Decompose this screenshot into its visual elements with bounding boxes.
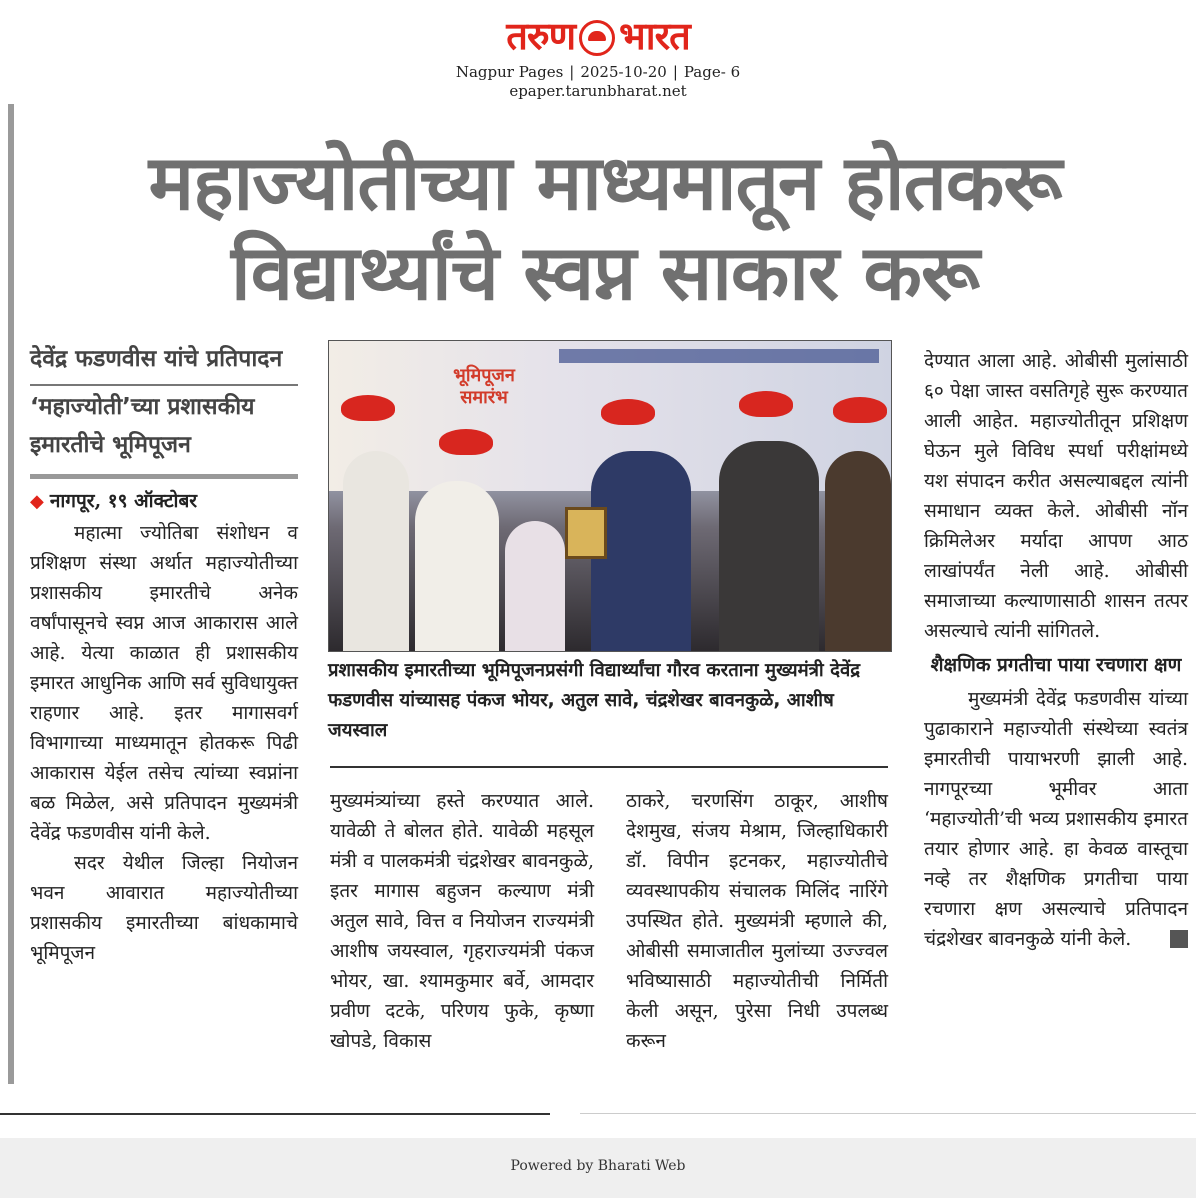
person-figure	[505, 521, 565, 651]
divider	[30, 474, 298, 479]
subheading-2: ‘महाज्योती’च्या प्रशासकीय इमारतीचे भूमिपूजन	[30, 394, 255, 458]
headline-line-2: विद्यार्थ्यांचे स्वप्न साकार करू	[231, 228, 979, 317]
subheading-1: देवेंद्र फडणवीस यांचे प्रतिपादन	[30, 346, 283, 372]
body-paragraph: देण्यात आला आहे. ओबीसी मुलांसाठी ६० पेक्षा जास्त वसतिगृहे सुरू करण्यात आली आहेत. महाज्योतीतून प्रशिक्षण घेऊन मुले विविध स्पर्धा परीक्षांमध्ये यश संपादन करीत असल्याबद्दल त्यांनी समाधान व्यक्त केले. ओबीसी नॉन क्रिमिलेअर मर्यादा आपण आठ लाखांपर्यंत नेली आहे. ओबीसी समाजाच्या कल्याणासाठी शासन तत्पर असल्याचे त्यांनी सांगितले.	[924, 350, 1188, 642]
logo-text-part-2: भारत	[619, 14, 690, 58]
backdrop-title: भूमिपूजन समारंभ	[453, 365, 515, 408]
photo-caption: प्रशासकीय इमारतीच्या भूमिपूजनप्रसंगी विद्यार्थ्यांचा गौरव करताना मुख्यमंत्री देवेंद्र फडणवीस यांच्यासह पंकज भोयर, अतुल सावे, चंद्रशेखर बावनकुळे, आशीष जयस्वाल	[328, 660, 861, 741]
body-paragraph: सदर येथील जिल्हा नियोजन भवन आवारात महाज्योतीच्या प्रशासकीय इमारतीच्या बांधकामाचे भूमिपूजन	[30, 852, 298, 964]
end-mark-icon	[1170, 930, 1188, 948]
turban-icon	[439, 429, 493, 455]
section-heading: शैक्षणिक प्रगतीचा पाया रचणारा क्षण	[930, 654, 1182, 676]
award-plaque-icon	[565, 507, 607, 559]
turban-icon	[601, 399, 655, 425]
diamond-bullet-icon: ◆	[30, 491, 44, 512]
separator: |	[569, 63, 575, 81]
logo-text-part-1: तरुण	[506, 14, 576, 58]
body-paragraph-text: मुख्यमंत्री देवेंद्र फडणवीस यांच्या पुढाकाराने महाज्योती संस्थेच्या स्वतंत्र इमारतीची पायाभरणी झाली आहे. नागपूरच्या भूमीवर आता ‘महाज्योती’ची भव्य प्रशासकीय इमारत तयार होणार आहे. हा केवळ वास्तूचा नव्हे तर शैक्षणिक प्रगतीचा पाया रचणारा क्षण असल्याचे प्रतिपादन चंद्रशेखर बावनकुळे यांनी केले.	[924, 688, 1188, 950]
dateline	[30, 485, 298, 518]
footer	[0, 1138, 1196, 1198]
body-paragraph	[924, 684, 1188, 954]
footer-credit-link[interactable]: Powered by Bharati Web	[510, 1158, 686, 1174]
newspaper-logo[interactable]	[506, 14, 690, 58]
person-figure	[719, 441, 819, 651]
site-url[interactable]: epaper.tarunbharat.net	[509, 82, 687, 100]
body-paragraph: मुख्यमंत्र्यांच्या हस्ते करण्यात आले. यावेळी ते बोलत होते. यावेळी महसूल मंत्री व पालकमंत्री चंद्रशेखर बावनकुळे, इतर मागास बहुजन कल्याण मंत्री अतुल सावे, वित्त व नियोजन राज्यमंत्री आशीष जयस्वाल, गृहराज्यमंत्री पंकज भोयर, खा. श्यामकुमार बर्वे, आमदार प्रवीण दटके, परिणय फुके, कृष्णा खोपडे, विकास	[330, 790, 594, 1052]
article-photo[interactable]	[328, 340, 892, 652]
article-headline	[30, 138, 1180, 318]
divider	[580, 1113, 1196, 1114]
left-margin-rule	[8, 104, 14, 1084]
turban-icon	[833, 397, 887, 423]
divider	[330, 766, 888, 768]
right-column	[924, 346, 1188, 954]
headline-line-1: महाज्योतीच्या माध्यमातून होतकरू	[148, 138, 1062, 227]
divider	[30, 384, 298, 386]
turban-icon	[341, 395, 395, 421]
backdrop-banner	[559, 349, 879, 363]
edition-date: 2025-10-20	[580, 63, 667, 81]
person-figure	[415, 481, 499, 651]
divider	[0, 1113, 550, 1115]
edition-name: Nagpur Pages	[455, 63, 564, 81]
middle-column-2	[626, 786, 888, 1056]
body-paragraph: महात्मा ज्योतिबा संशोधन व प्रशिक्षण संस्था अर्थात महाज्योतीच्या प्रशासकीय इमारतीचे अनेक वर्षांपासूनचे स्वप्न आज आकारास आले आहे. येत्या काळात ही प्रशासकीय इमारत आधुनिक आणि सर्व सुविधायुक्त राहणार आहे. इतर मागासवर्ग विभागाच्या माध्यमातून होतकरू पिढी आकारास येईल तसेच त्यांच्या स्वप्नांना बळ मिळेल, असे प्रतिपादन मुख्यमंत्री देवेंद्र फडणवीस यांनी केले.	[30, 522, 298, 844]
separator: |	[672, 63, 678, 81]
turban-icon	[739, 391, 793, 417]
left-column	[30, 340, 298, 968]
edition-info	[0, 62, 1196, 82]
page-number: Page- 6	[683, 63, 741, 81]
middle-column-1	[330, 786, 594, 1056]
person-figure	[343, 451, 409, 651]
masthead	[0, 14, 1196, 100]
dateline-text: नागपूर, १९ ऑक्टोबर	[49, 490, 198, 512]
person-figure	[825, 451, 891, 651]
body-paragraph: ठाकरे, चरणसिंग ठाकूर, आशीष देशमुख, संजय मेश्राम, जिल्हाधिकारी डॉ. विपीन इटनकर, महाज्योतीचे व्यवस्थापकीय संचालक मिलिंद नारिंगे उपस्थित होते. मुख्यमंत्री म्हणाले की, ओबीसी समाजातील मुलांच्या उज्ज्वल भविष्यासाठी महाज्योतीची निर्मिती केली असून, पुरेसा निधी उपलब्ध करून	[626, 790, 888, 1052]
logo-emblem-icon	[579, 20, 615, 56]
